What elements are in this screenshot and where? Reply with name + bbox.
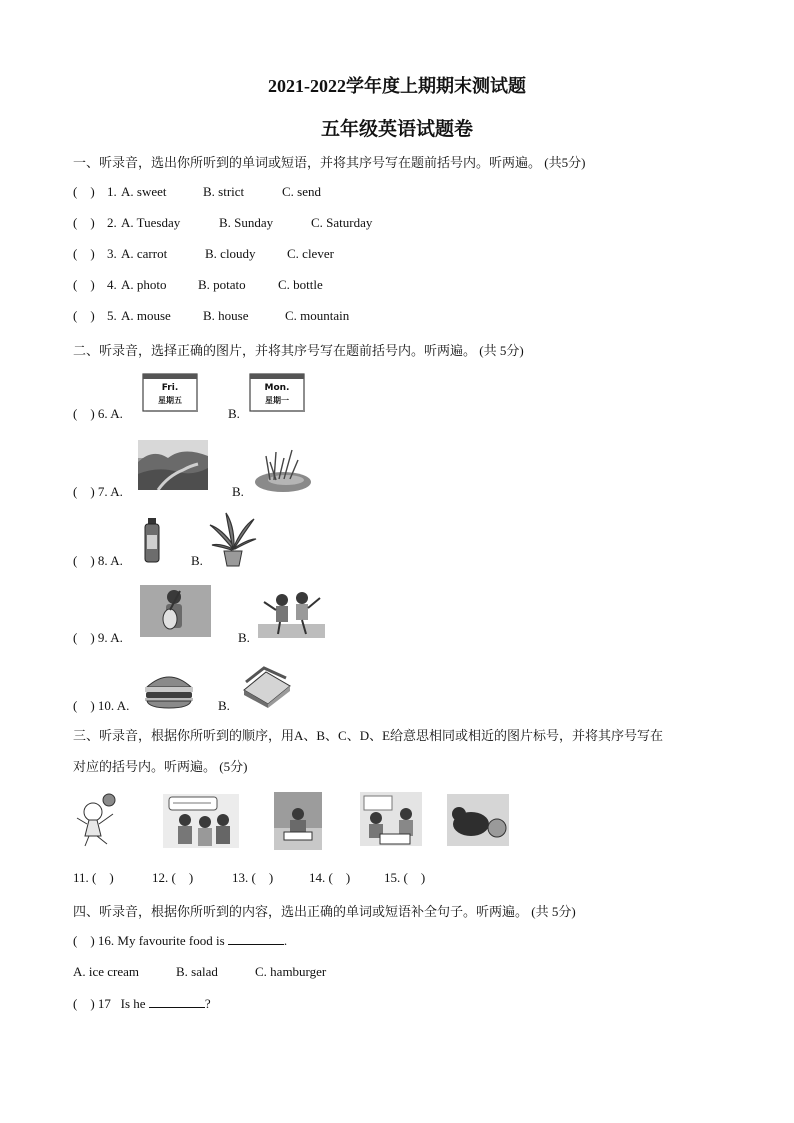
boy-playing-pipa-image [140, 585, 211, 637]
option-b: B. Sunday [219, 215, 274, 230]
q6-label: ( ) 6. A. [73, 406, 123, 421]
item-bracket: ( ) [73, 277, 95, 292]
answer-blank [149, 995, 205, 1008]
answer-blank [228, 932, 284, 945]
exam-subject-title: 五年级英语试题卷 [320, 119, 473, 140]
hamburger-image [143, 671, 195, 709]
option-a: A. sweet [121, 184, 167, 199]
option-a: A. photo [121, 277, 167, 292]
item-bracket: ( ) [73, 215, 95, 230]
option-b-label: B. [228, 406, 240, 421]
card-cn-label: 星期五 [158, 396, 182, 405]
option-c: C. bottle [278, 277, 323, 292]
option-b-label: B. [218, 698, 230, 713]
mountain-road-image [138, 440, 208, 490]
calendar-friday-image [142, 371, 200, 413]
option-c: C. Saturday [311, 215, 373, 230]
card-en-label: Fri. [161, 383, 179, 393]
item-bracket: ( ) [73, 246, 95, 261]
item-number: 3. [107, 246, 117, 261]
item-number: 5. [107, 308, 117, 323]
option-c: C. send [282, 184, 321, 199]
option-b: B. potato [198, 277, 246, 292]
q9-label: ( ) 9. A. [73, 630, 123, 645]
bear-and-ball-image [447, 794, 509, 846]
q10-label: ( ) 10. A. [73, 698, 130, 713]
answer-slot-15: 15. ( ) [384, 870, 426, 885]
answer-slot-11: 11. ( ) [73, 870, 114, 885]
card-en-label: Mon. [264, 383, 290, 393]
q8-label: ( ) 8. A. [73, 553, 123, 568]
question-17 [73, 995, 211, 1012]
option-c: C. clever [287, 246, 334, 261]
q7-label: ( ) 7. A. [73, 484, 123, 499]
option-c: C. mountain [285, 308, 350, 323]
item-number: 1. [107, 184, 117, 199]
answer-slot-14: 14. ( ) [309, 870, 351, 885]
option-a: A. mouse [121, 308, 171, 323]
option-a: A. ice cream [73, 964, 140, 979]
item-number: 4. [107, 277, 117, 292]
kids-dancing-image [258, 588, 325, 638]
kids-talking-image [163, 794, 239, 848]
section3-heading-line1: 三、听录音，根据你所听到的顺序，用A、B、C、D、E给意思相同或相近的图片标号，并将其序号写在 [73, 728, 664, 743]
option-a: A. Tuesday [121, 215, 181, 230]
item-bracket: ( ) [73, 184, 95, 199]
q16-end: . [283, 933, 288, 948]
exam-year-title: 2021-2022学年度上期期末测试题 [268, 76, 526, 96]
item-bracket: ( ) [73, 308, 95, 323]
water-bottle-image [143, 517, 161, 563]
kids-drawing-image [360, 792, 422, 846]
section2-heading: 二、听录音，选择正确的图片，并将其序号写在题前括号内。听两遍。 (共 5分) [73, 343, 524, 358]
option-b-label: B. [191, 553, 203, 568]
answer-slot-13: 13. ( ) [232, 870, 274, 885]
option-b: B. house [203, 308, 249, 323]
boy-with-ball-image [75, 792, 131, 848]
q17-text: ( ) 17 Is he [73, 996, 146, 1011]
section4-heading: 四、听录音，根据你所听到的内容，选出正确的单词或短语补全句子。听两遍。 (共 5分) [73, 904, 576, 919]
item-number: 2. [107, 215, 117, 230]
card-cn-label: 星期一 [265, 396, 289, 405]
option-b: B. strict [203, 184, 245, 199]
section3-heading-line2: 对应的括号内。听两遍。 (5分) [73, 759, 248, 774]
boy-reading-image [274, 792, 322, 850]
answer-slot-12: 12. ( ) [152, 870, 194, 885]
q17-end: ? [204, 996, 211, 1011]
potted-plant-image [208, 511, 258, 567]
option-b-label: B. [238, 630, 250, 645]
q16-text: ( ) 16. My favourite food is [73, 933, 225, 948]
section1-heading: 一、听录音，选出你所听到的单词或短语，并将其序号写在题前括号内。听两遍。 (共5分) [73, 155, 586, 170]
option-a: A. carrot [121, 246, 168, 261]
option-b: B. salad [176, 964, 218, 979]
option-b: B. cloudy [205, 246, 256, 261]
calendar-monday-image [249, 371, 307, 413]
question-16 [73, 932, 287, 949]
lake-reeds-image [252, 446, 314, 494]
sandwich-image [240, 664, 292, 708]
option-c: C. hamburger [255, 964, 327, 979]
option-b-label: B. [232, 484, 244, 499]
